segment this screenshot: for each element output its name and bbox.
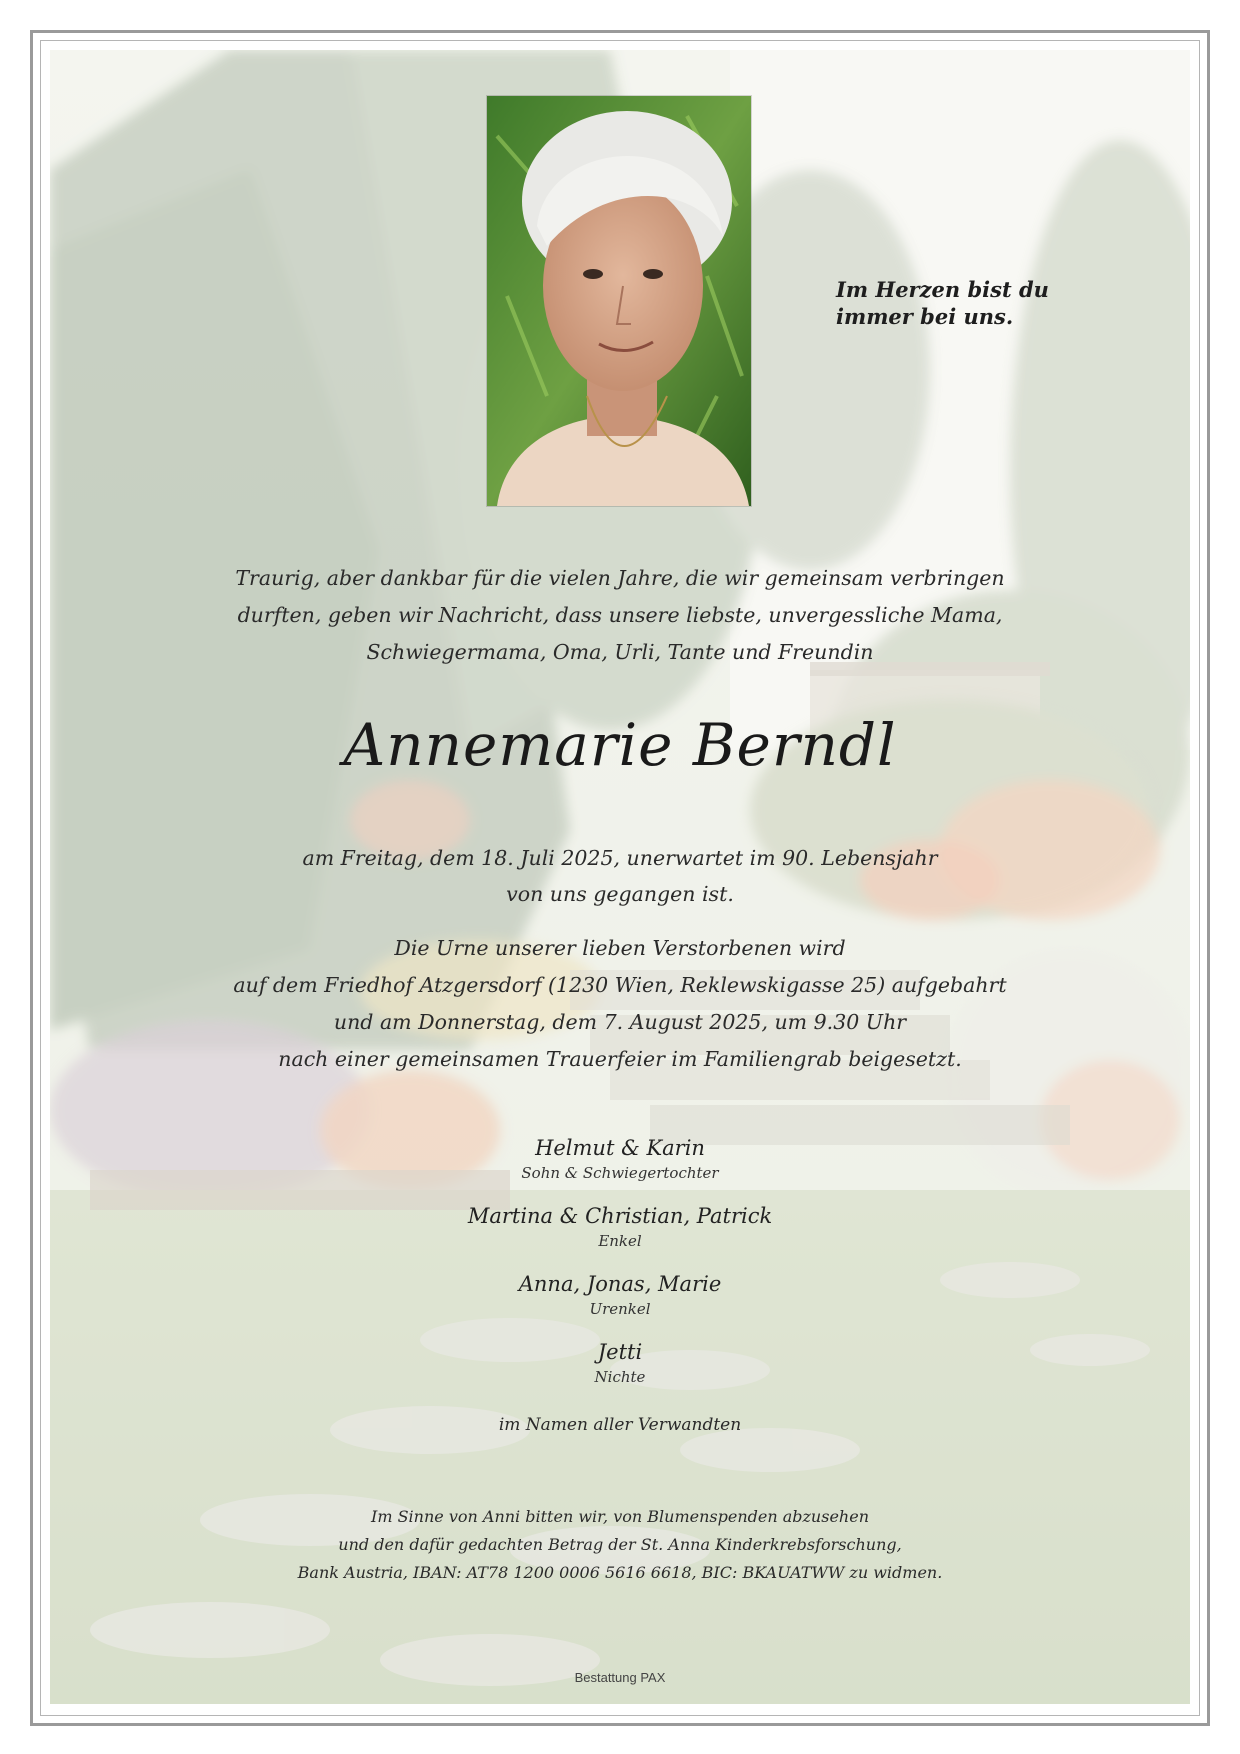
mourner-relation: Sohn & Schwiegertochter	[521, 1164, 719, 1182]
mourner-relation: Urenkel	[589, 1300, 651, 1318]
donation-request	[120, 1503, 1120, 1587]
intro-line: Schwiegermama, Oma, Urli, Tante und Freundin	[366, 640, 874, 664]
obituary-content	[50, 50, 1190, 1704]
burial-line: auf dem Friedhof Atzgersdorf (1230 Wien, Reklewskigasse 25) aufgebahrt	[233, 973, 1007, 997]
motto-line: immer bei uns.	[836, 304, 1014, 329]
intro-line: Traurig, aber dankbar für die vielen Jahre, die wir gemeinsam verbringen	[235, 566, 1005, 590]
motto-quote	[836, 276, 1136, 330]
mourner-name: Helmut & Karin	[535, 1136, 705, 1160]
burial-line: Die Urne unserer lieben Verstorbenen wird	[394, 936, 846, 960]
mourners-list	[120, 1133, 1120, 1405]
portrait-photo	[487, 96, 751, 506]
mourner-relation: Nichte	[594, 1368, 646, 1386]
motto-line: Im Herzen bist du	[836, 277, 1049, 302]
death-line: von uns gegangen ist.	[506, 882, 734, 906]
death-line: am Freitag, dem 18. Juli 2025, unerwartet im 90. Lebensjahr	[302, 846, 938, 870]
mourner-name: Jetti	[597, 1340, 643, 1364]
mourner-name: Anna, Jonas, Marie	[518, 1272, 722, 1296]
mourner-name: Martina & Christian, Patrick	[467, 1204, 773, 1228]
relatives-note: im Namen aller Verwandten	[498, 1415, 742, 1435]
deceased-name: Annemarie Berndl	[343, 711, 897, 779]
burial-notice	[120, 930, 1120, 1078]
burial-line: und am Donnerstag, dem 7. August 2025, um 9.30 Uhr	[333, 1010, 907, 1034]
undertaker-credit: Bestattung PAX	[574, 1670, 666, 1685]
donation-line: Bank Austria, IBAN: AT78 1200 0006 5616 6618, BIC: BKAUATWW zu widmen.	[297, 1563, 943, 1582]
donation-line: und den dafür gedachten Betrag der St. Anna Kinderkrebsforschung,	[338, 1535, 902, 1554]
donation-line: Im Sinne von Anni bitten wir, von Blumenspenden abzusehen	[371, 1507, 869, 1526]
death-notice	[120, 840, 1120, 912]
burial-line: nach einer gemeinsamen Trauerfeier im Familiengrab beigesetzt.	[278, 1047, 962, 1071]
intro-text	[120, 560, 1120, 671]
intro-line: durften, geben wir Nachricht, dass unsere liebste, unvergessliche Mama,	[237, 603, 1003, 627]
mourner-relation: Enkel	[598, 1232, 642, 1250]
